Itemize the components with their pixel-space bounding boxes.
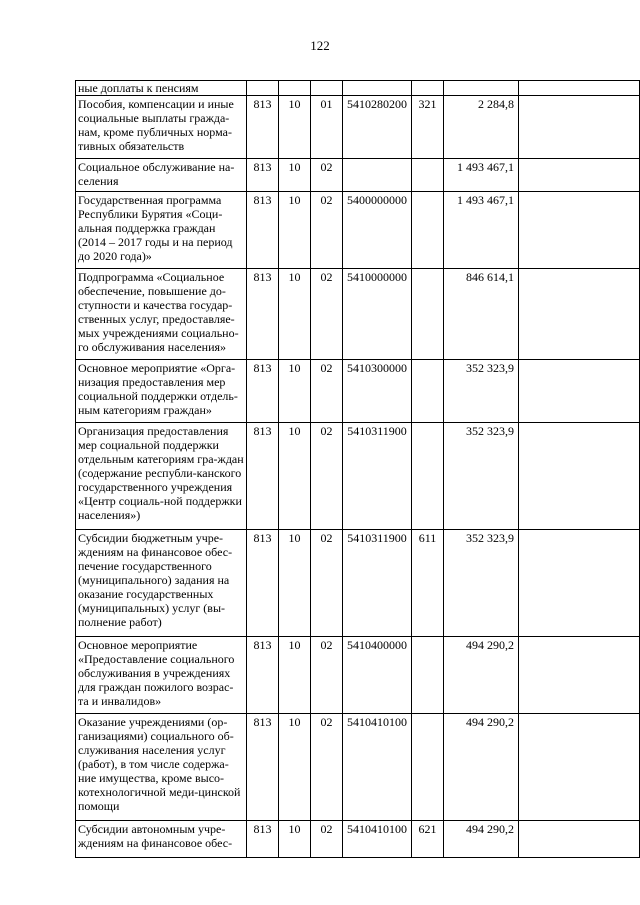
section-code-cell: 10 <box>279 269 311 360</box>
amount-cell: 352 323,9 <box>444 530 519 637</box>
name-cell: Организация предоставления мер социальной поддержки отдельным категориям гра-ждан (содержание республи-канского государственного учреждения «Центр социаль-ной поддержки населения») <box>76 423 247 530</box>
section-code-cell: 10 <box>279 530 311 637</box>
empty-cell <box>519 159 640 192</box>
target-code-cell: 5410300000 <box>343 360 412 423</box>
ministry-code-cell: 813 <box>247 423 279 530</box>
subsection-code-cell: 02 <box>311 714 343 821</box>
expense-type-cell: 321 <box>412 96 444 159</box>
section-code-cell <box>279 81 311 96</box>
amount-cell: 846 614,1 <box>444 269 519 360</box>
expense-type-cell <box>412 81 444 96</box>
target-code-cell: 5410400000 <box>343 637 412 714</box>
table-row <box>76 192 640 269</box>
subsection-code-cell: 02 <box>311 423 343 530</box>
subsection-code-cell: 01 <box>311 96 343 159</box>
table-row <box>76 159 640 192</box>
subsection-code-cell: 02 <box>311 637 343 714</box>
ministry-code-cell: 813 <box>247 360 279 423</box>
amount-cell: 352 323,9 <box>444 423 519 530</box>
ministry-code-cell: 813 <box>247 269 279 360</box>
expense-type-cell <box>412 423 444 530</box>
expense-type-cell <box>412 269 444 360</box>
target-code-cell: 5410000000 <box>343 269 412 360</box>
subsection-code-cell: 02 <box>311 360 343 423</box>
empty-cell <box>519 637 640 714</box>
section-code-cell: 10 <box>279 821 311 858</box>
name-cell: Социальное обслуживание на-селения <box>76 159 247 192</box>
amount-cell: 494 290,2 <box>444 637 519 714</box>
name-cell: Субсидии автономным учре-ждениям на финансовое обес- <box>76 821 247 858</box>
page-number: 122 <box>310 38 330 53</box>
section-code-cell: 10 <box>279 192 311 269</box>
ministry-code-cell: 813 <box>247 714 279 821</box>
amount-cell: 352 323,9 <box>444 360 519 423</box>
section-code-cell: 10 <box>279 423 311 530</box>
empty-cell <box>519 714 640 821</box>
expense-type-cell <box>412 360 444 423</box>
name-cell: Субсидии бюджетным учре-ждениям на финансовое обес-печение государственного (муниципального) задания на оказание государственных (муниципальных) услуг (вы-полнение работ) <box>76 530 247 637</box>
name-cell: Оказание учреждениями (ор-ганизациями) социального об-служивания населения услуг (работ), в том числе содержа-ние имущества, кроме высо-котехнологичной меди-цинской помощи <box>76 714 247 821</box>
ministry-code-cell: 813 <box>247 821 279 858</box>
amount-cell: 494 290,2 <box>444 821 519 858</box>
name-cell: Подпрограмма «Социальное обеспечение, повышение до-ступности и качества государ-ственных услуг, предоставляе-мых учреждениями социально-го обслуживания населения» <box>76 269 247 360</box>
subsection-code-cell: 02 <box>311 192 343 269</box>
section-code-cell: 10 <box>279 96 311 159</box>
table-row <box>76 96 640 159</box>
subsection-code-cell: 02 <box>311 530 343 637</box>
amount-cell <box>444 81 519 96</box>
empty-cell <box>519 96 640 159</box>
expense-type-cell <box>412 714 444 821</box>
table-row <box>76 714 640 821</box>
empty-cell <box>519 81 640 96</box>
amount-cell: 1 493 467,1 <box>444 192 519 269</box>
amount-cell: 1 493 467,1 <box>444 159 519 192</box>
subsection-code-cell: 02 <box>311 159 343 192</box>
expense-type-cell: 611 <box>412 530 444 637</box>
amount-cell: 2 284,8 <box>444 96 519 159</box>
name-cell: Государственная программа Республики Бурятия «Соци-альная поддержка граждан (2014 – 2017 годы и на период до 2020 года)» <box>76 192 247 269</box>
name-cell: Пособия, компенсации и иные социальные выплаты граждa-нам, кроме публичных норма-тивных обязательств <box>76 96 247 159</box>
empty-cell <box>519 423 640 530</box>
target-code-cell <box>343 159 412 192</box>
subsection-code-cell: 02 <box>311 269 343 360</box>
target-code-cell: 5410410100 <box>343 714 412 821</box>
empty-cell <box>519 530 640 637</box>
target-code-cell <box>343 81 412 96</box>
expense-type-cell: 621 <box>412 821 444 858</box>
empty-cell <box>519 269 640 360</box>
name-cell: Основное мероприятие «Предоставление социального обслуживания в учреждениях для граждан пожилого возрас-та и инвалидов» <box>76 637 247 714</box>
ministry-code-cell <box>247 81 279 96</box>
section-code-cell: 10 <box>279 360 311 423</box>
table-row <box>76 423 640 530</box>
section-code-cell: 10 <box>279 159 311 192</box>
target-code-cell: 5410410100 <box>343 821 412 858</box>
expense-type-cell <box>412 192 444 269</box>
table-row <box>76 821 640 858</box>
ministry-code-cell: 813 <box>247 96 279 159</box>
table-row <box>76 269 640 360</box>
table-row <box>76 81 640 96</box>
table-row <box>76 360 640 423</box>
name-cell: Основное мероприятие «Орга-низация предоставления мер социальной поддержки отдель-ным категориям граждан» <box>76 360 247 423</box>
empty-cell <box>519 821 640 858</box>
table-row <box>76 637 640 714</box>
subsection-code-cell: 02 <box>311 821 343 858</box>
target-code-cell: 5400000000 <box>343 192 412 269</box>
section-code-cell: 10 <box>279 714 311 821</box>
ministry-code-cell: 813 <box>247 159 279 192</box>
name-cell: ные доплаты к пенсиям <box>76 81 247 96</box>
table-row <box>76 530 640 637</box>
budget-table <box>75 80 640 858</box>
target-code-cell: 5410280200 <box>343 96 412 159</box>
expense-type-cell <box>412 159 444 192</box>
expense-type-cell <box>412 637 444 714</box>
section-code-cell: 10 <box>279 637 311 714</box>
empty-cell <box>519 192 640 269</box>
target-code-cell: 5410311900 <box>343 530 412 637</box>
ministry-code-cell: 813 <box>247 530 279 637</box>
amount-cell: 494 290,2 <box>444 714 519 821</box>
subsection-code-cell <box>311 81 343 96</box>
target-code-cell: 5410311900 <box>343 423 412 530</box>
ministry-code-cell: 813 <box>247 192 279 269</box>
ministry-code-cell: 813 <box>247 637 279 714</box>
empty-cell <box>519 360 640 423</box>
